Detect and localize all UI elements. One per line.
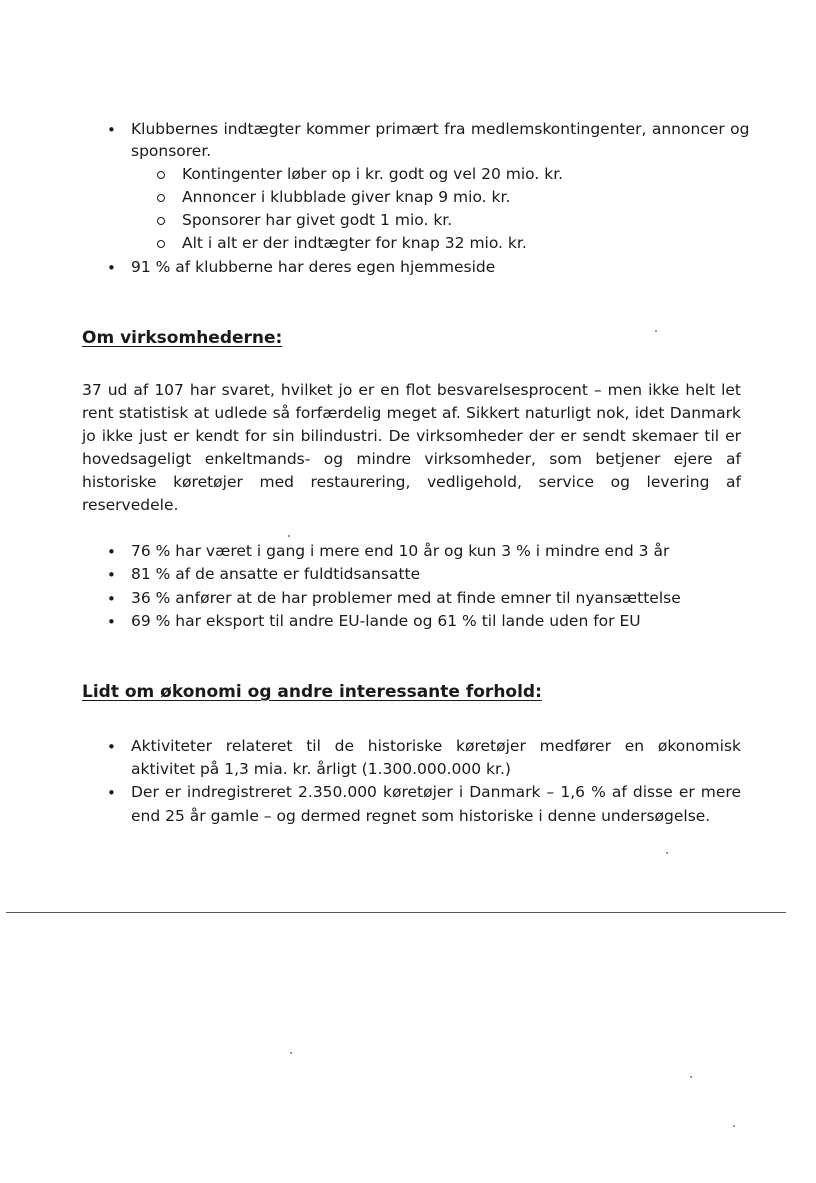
footer-divider (6, 912, 786, 913)
scan-speck (666, 852, 668, 854)
sub-bullet-text: Alt i alt er der indtægter for knap 32 mio. kr. (182, 234, 527, 252)
section-heading-economy: Lidt om økonomi og andre interessante forhold: (82, 682, 542, 702)
bullet-marker: • (107, 543, 116, 561)
bullet-text-line: 69 % har eksport til andre EU-lande og 61 % til lande uden for EU (131, 612, 641, 630)
bullet-marker: • (107, 784, 116, 802)
bullet-marker: • (107, 566, 116, 584)
section-heading-companies: Om virksomhederne: (82, 328, 283, 348)
bullet-text-line: end 25 år gamle – og dermed regnet som historiske i denne undersøgelse. (131, 807, 711, 825)
scan-speck (288, 535, 290, 537)
scan-speck (733, 1125, 735, 1127)
bullet-marker: • (107, 121, 116, 139)
scan-speck (655, 330, 657, 332)
bullet-text-line: 36 % anfører at de har problemer med at finde emner til nyansættelse (131, 589, 681, 607)
bullet-text-line: sponsorer. (131, 142, 212, 160)
bullet-text-line: 91 % af klubberne har deres egen hjemmeside (131, 258, 496, 276)
bullet-text-line: Aktiviteter relateret til de historiske køretøjer medfører en økonomisk (131, 737, 741, 755)
sub-bullet-text: Annoncer i klubblade giver knap 9 mio. kr. (182, 188, 511, 206)
bullet-text-line: aktivitet på 1,3 mia. kr. årligt (1.300.000.000 kr.) (131, 760, 511, 778)
sub-bullet-text: Sponsorer har givet godt 1 mio. kr. (182, 211, 453, 229)
sub-bullet-text: Kontingenter løber op i kr. godt og vel 20 mio. kr. (182, 165, 564, 183)
bullet-marker: • (107, 259, 116, 277)
bullet-text-line: 81 % af de ansatte er fuldtidsansatte (131, 565, 421, 583)
bullet-marker: • (107, 613, 116, 631)
bullet-text-line: Der er indregistreret 2.350.000 køretøjer i Danmark – 1,6 % af disse er mere (131, 783, 741, 801)
sub-bullet-marker (157, 171, 165, 179)
sub-bullet-marker (157, 194, 165, 202)
scan-speck (290, 1052, 292, 1054)
sub-bullet-marker (157, 240, 165, 248)
companies-paragraph: 37 ud af 107 har svaret, hvilket jo er en flot besvarelsesprocent – men ikke helt let rent statistisk at udlede så forfærdelig meget af. Sikkert naturligt nok, idet Danmark jo ikke just er kendt for sin bilindustri. De virksomheder der er sendt skemaer til er hovedsageligt enkeltmands- og mindre virksomheder, som betjener ejere af historiske køretøjer med restaurering, vedligehold, service og levering af reservedele. (82, 381, 741, 514)
bullet-marker: • (107, 590, 116, 608)
sub-bullet-marker (157, 217, 165, 225)
scan-speck (690, 1076, 692, 1078)
bullet-marker: • (107, 738, 116, 756)
bullet-text-line: 76 % har været i gang i mere end 10 år og kun 3 % i mindre end 3 år (131, 542, 670, 560)
bullet-text-line: Klubbernes indtægter kommer primært fra medlemskontingenter, annoncer og (131, 120, 750, 138)
